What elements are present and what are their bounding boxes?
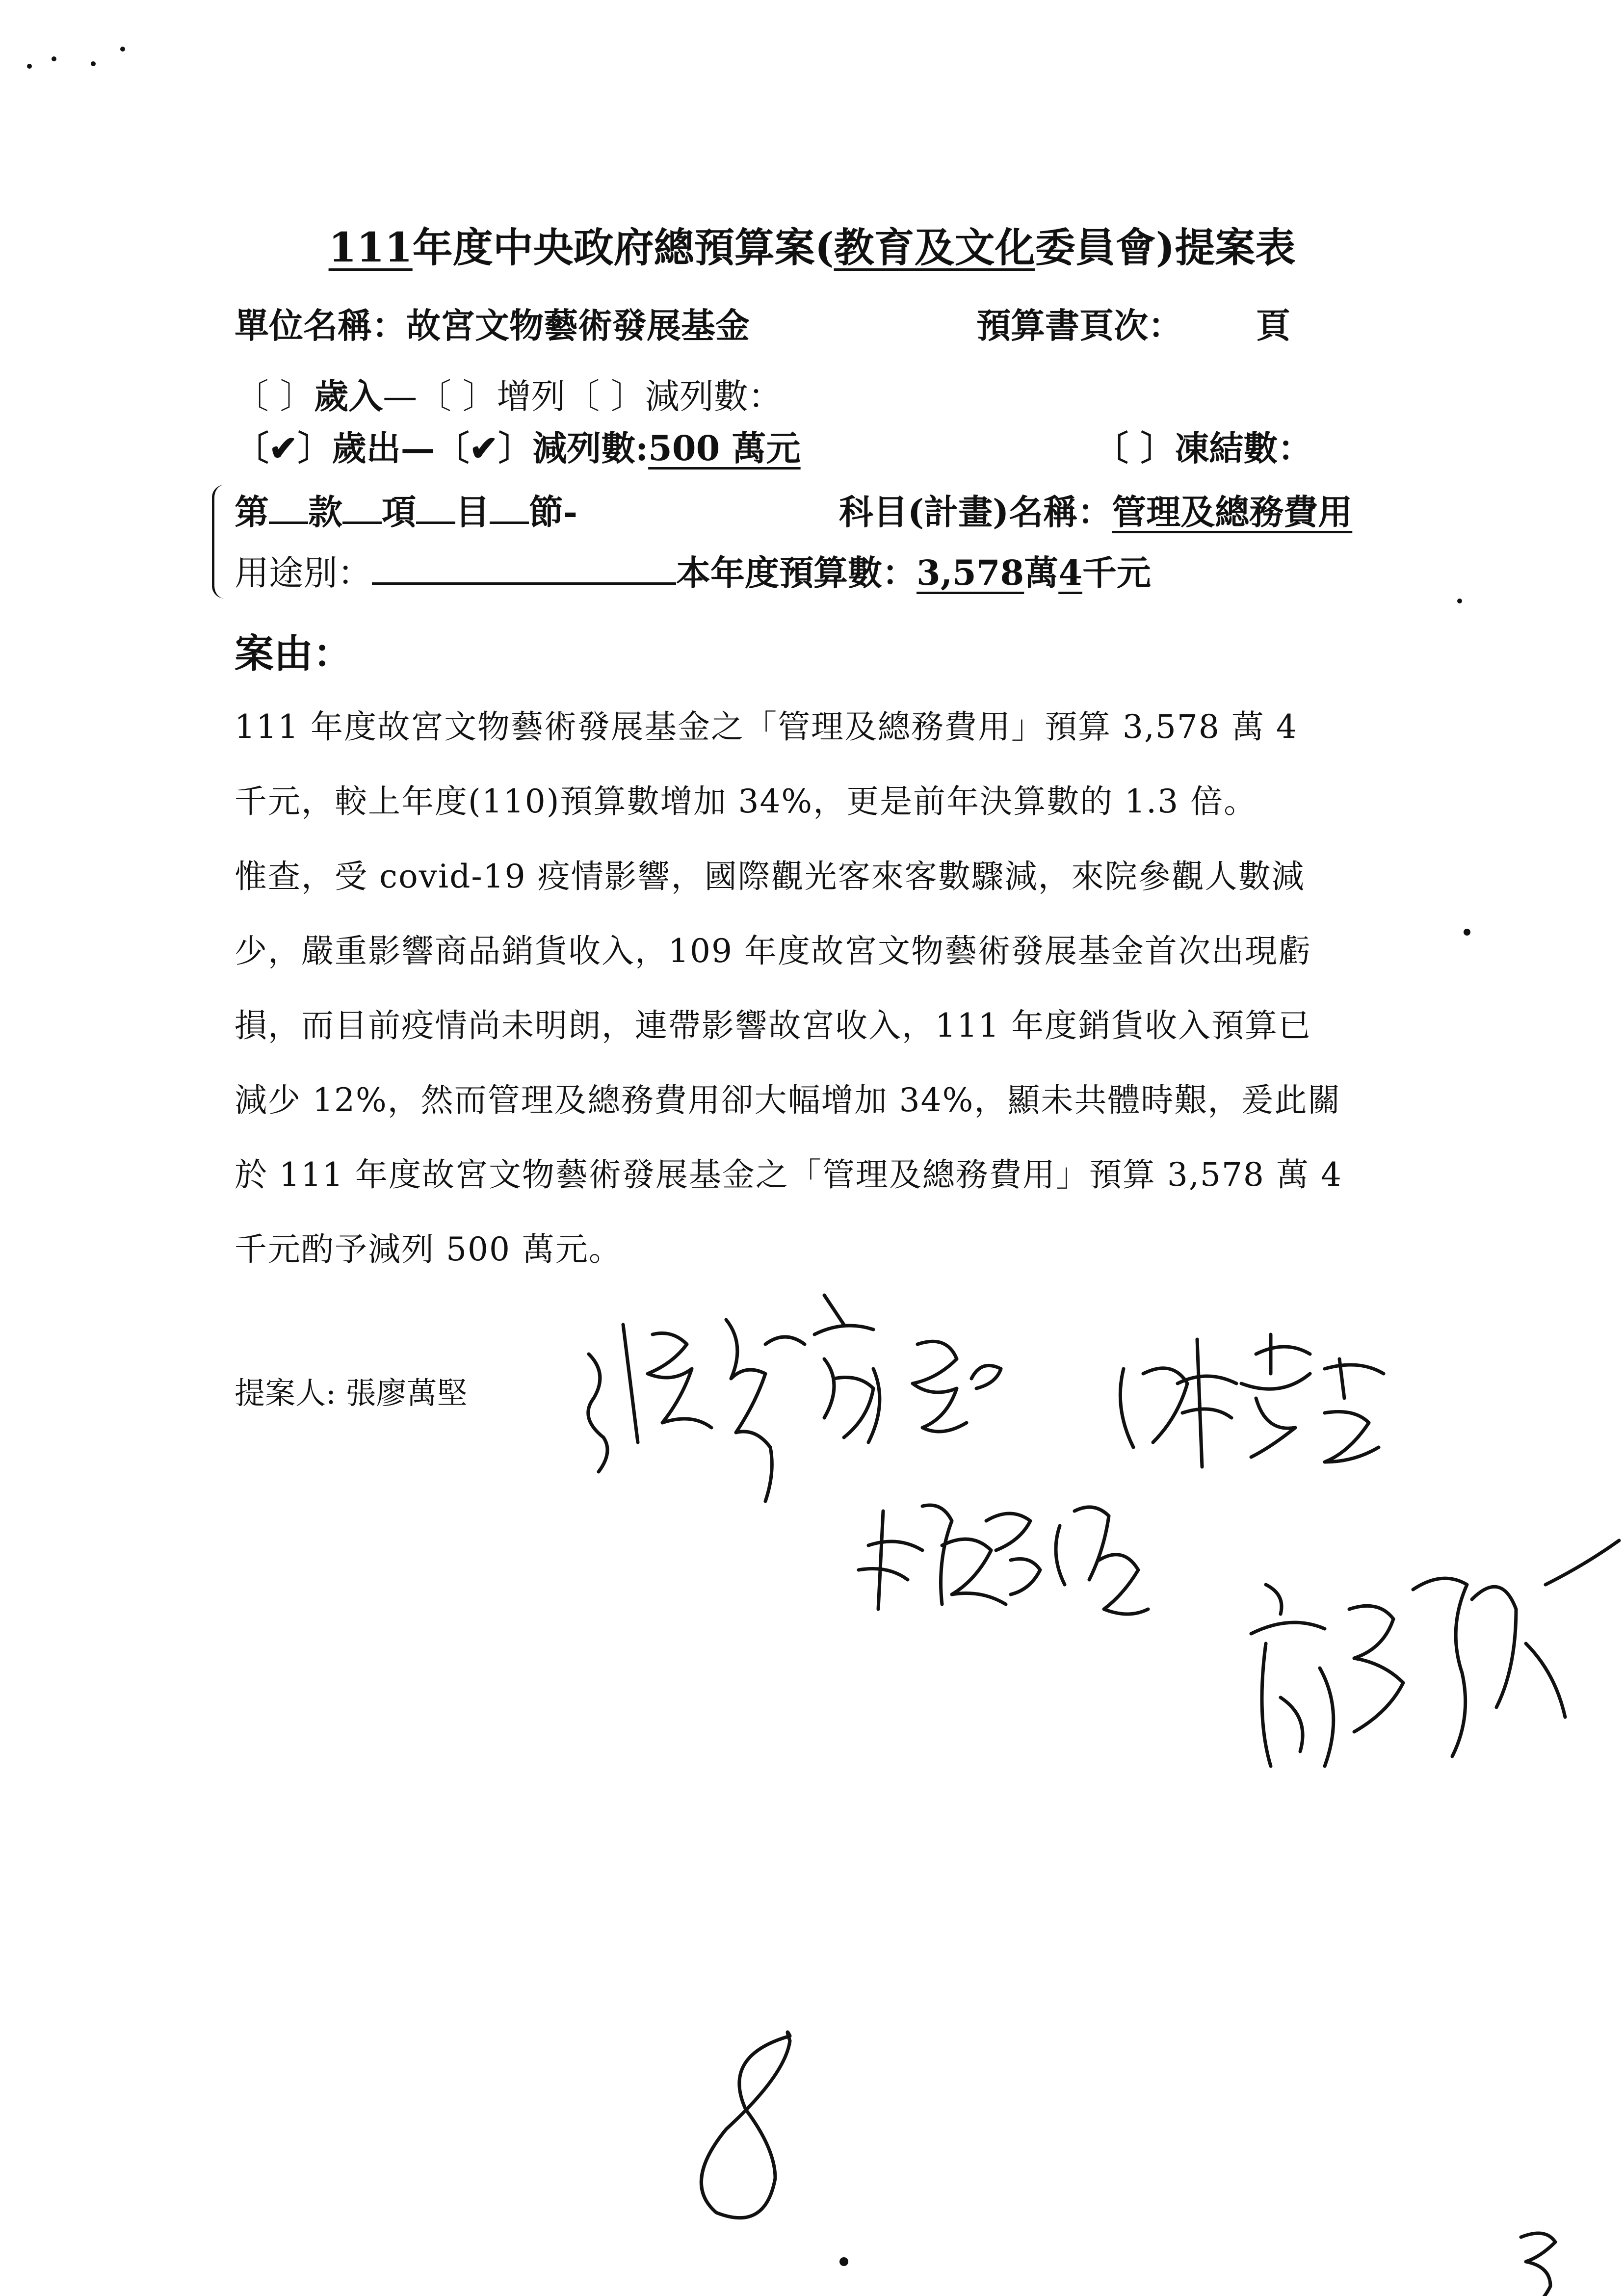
scan-speck (1464, 929, 1470, 936)
reason-line: 千元，較上年度(110)預算數增加 34%，更是前年決算數的 1.3 倍。 (235, 783, 1257, 820)
revenue-checkbox: 〔 〕 (235, 376, 314, 417)
budget-page-row (976, 298, 1290, 348)
subject-label: 科目(計畫)名稱： (839, 492, 1112, 532)
budget-qian-value: 4 (1058, 552, 1082, 593)
reason-line: 於 111 年度故宮文物藝術發展基金之「管理及總務費用」預算 3,578 萬 4 (235, 1156, 1342, 1194)
expense-decrease-label: 減列數: (532, 428, 649, 469)
decrease-checkbox: 〔 〕 (565, 376, 645, 417)
item-mu: 目 (455, 492, 490, 532)
item-row (235, 485, 577, 534)
decrease-check-icon: ✔ (469, 428, 498, 469)
budget-label: 本年度預算數： (676, 552, 917, 593)
title-committee: 教育及文化 (834, 224, 1035, 271)
scan-speck (52, 56, 56, 61)
handwritten-number-8 (701, 2032, 848, 2266)
reason-line: 千元酌予減列 500 萬元。 (235, 1230, 622, 1268)
freeze-row (1094, 421, 1312, 470)
decrease-box-close: 〕 (498, 428, 533, 469)
scan-speck (120, 47, 125, 52)
decrease-box-open: 〔 (435, 428, 470, 469)
decrease-label: 減列數： (645, 376, 783, 417)
expense-dash: — (400, 428, 435, 469)
item-kuan: 款 (308, 492, 342, 532)
revenue-row (235, 369, 783, 418)
freeze-label: 凍結數： (1175, 428, 1312, 469)
signature-3 (859, 1505, 1148, 1614)
expense-box-close: 〕 (297, 428, 332, 469)
reason-line: 損，而目前疫情尚未明朗，連帶影響故宮收入，111 年度銷貨收入預算已 (235, 1007, 1311, 1044)
reason-heading: 案由： (235, 630, 352, 677)
signature-1 (588, 1295, 1001, 1501)
reason-line: 111 年度故宮文物藝術發展基金之「管理及總務費用」預算 3,578 萬 4 (235, 708, 1298, 746)
revenue-label: 歲入 (314, 376, 383, 417)
expense-box-open: 〔 (235, 428, 269, 469)
title-year: 111 (328, 224, 413, 271)
page-label: 預算書頁次： (976, 305, 1182, 346)
reason-line: 惟查，受 covid-19 疫情影響，國際觀光客來客數驟減，來院參觀人數減 (235, 858, 1305, 895)
expense-check-icon: ✔ (269, 428, 298, 469)
usage-label: 用途別： (235, 553, 372, 593)
expense-row (235, 421, 801, 470)
freeze-checkbox: 〔 〕 (1094, 428, 1175, 469)
item-bracket (212, 485, 234, 599)
scan-speck (27, 64, 32, 69)
page-title (0, 216, 1624, 273)
subject-value: 管理及總務費用 (1112, 492, 1353, 532)
budget-wan: 萬 (1024, 552, 1059, 593)
item-jie: 節- (529, 492, 578, 532)
title-end: 委員會)提案表 (1035, 224, 1296, 271)
item-xiang: 項 (382, 492, 416, 532)
reason-line: 少，嚴重影響商品銷貨收入，109 年度故宮文物藝術發展基金首次出現虧 (235, 932, 1311, 970)
scan-speck (91, 61, 96, 66)
page-corner-number (1521, 2233, 1555, 2296)
budget-qian-unit: 千元 (1082, 552, 1151, 593)
usage-row (235, 546, 1151, 595)
unit-value: 故宮文物藝術發展基金 (406, 305, 750, 346)
increase-label: 增列 (497, 376, 566, 417)
subject-row (839, 485, 1352, 534)
increase-checkbox: 〔 〕 (417, 376, 497, 417)
page-unit: 頁 (1256, 305, 1290, 346)
expense-label: 歲出 (332, 428, 401, 469)
unit-label: 單位名稱： (235, 305, 406, 346)
revenue-dash: — (383, 376, 418, 417)
reason-line: 減少 12%，然而管理及總務費用卻大幅增加 34%，顯未共體時艱，爰此關 (235, 1081, 1341, 1119)
unit-name-row (235, 298, 750, 348)
proposer-label: 提案人: 張廖萬堅 (235, 1375, 468, 1411)
title-middle: 年度中央政府總預算案( (412, 224, 834, 271)
signature-4 (1251, 1540, 1619, 1766)
item-di: 第 (235, 492, 269, 532)
scan-speck (1457, 599, 1462, 603)
signature-2 (1120, 1334, 1384, 1467)
budget-value: 3,578 (917, 552, 1024, 593)
expense-decrease-amount: 500 萬元 (648, 428, 801, 469)
